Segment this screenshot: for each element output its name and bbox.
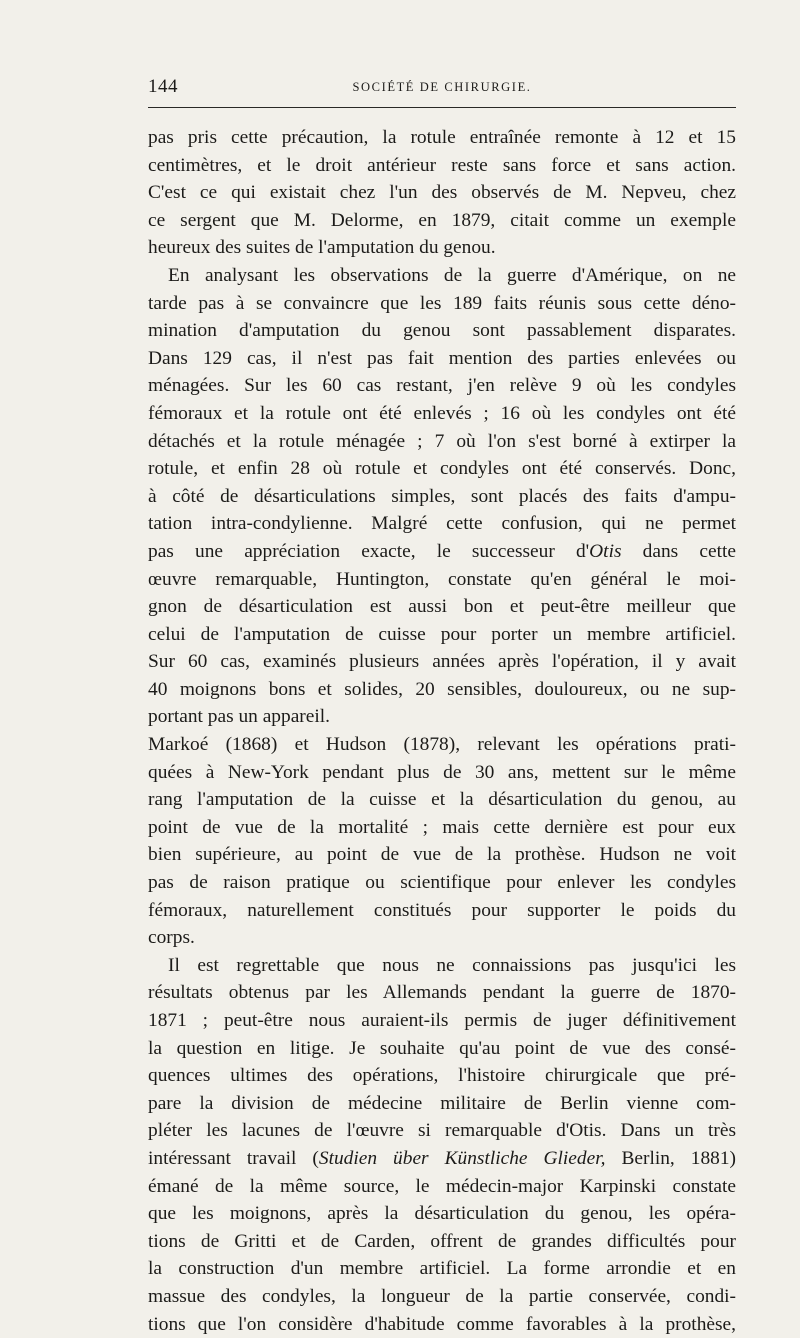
text-line: portant pas un appareil. — [148, 706, 330, 728]
running-head — [148, 76, 736, 100]
text-line: pare la division de médecine militaire de Berlin vienne com- — [148, 1092, 736, 1114]
text-line: fémoraux et la rotule ont été enlevés ; 16 où les condyles ont été — [148, 402, 736, 424]
text-line: la question en litige. Je souhaite qu'au point de vue des consé- — [148, 1037, 736, 1059]
text-line: rang l'amputation de la cuisse et la désarticulation du genou, au — [148, 789, 736, 811]
text-line: ce sergent que M. Delorme, en 1879, citait comme un exemple — [148, 209, 736, 231]
text-line: mination d'amputation du genou sont passablement disparates. — [148, 320, 736, 342]
text-line: gnon de désarticulation est aussi bon et peut-être meilleur que — [148, 596, 736, 618]
text-segment: dans cette — [621, 540, 736, 562]
italic-author-name: Otis — [589, 540, 622, 562]
header-rule — [148, 107, 736, 108]
text-line: œuvre remarquable, Huntington, constate qu'en général le moi- — [148, 568, 736, 590]
text-line: massue des condyles, la longueur de la partie conservée, condi- — [148, 1285, 736, 1307]
italic-work-title: Studien über Künstliche Glieder, — [318, 1147, 606, 1169]
text-segment: pas une appréciation exacte, le successeur d' — [148, 540, 590, 562]
running-title: SOCIÉTÉ DE CHIRURGIE. — [352, 80, 532, 94]
text-segment: Berlin, 1881) — [605, 1147, 736, 1169]
text-line: corps. — [148, 927, 195, 949]
text-line: émané de la même source, le médecin-major Karpinski constate — [148, 1175, 736, 1197]
text-line: tions que l'on considère d'habitude comme favorables à la prothèse, — [148, 1313, 736, 1335]
text-line: détachés et la rotule ménagée ; 7 où l'on s'est borné à extirper la — [148, 430, 736, 452]
paragraph-start-line: En analysant les observations de la guerre d'Amérique, on ne — [168, 264, 736, 286]
text-line: ménagées. Sur les 60 cas restant, j'en relève 9 où les condyles — [148, 375, 736, 397]
text-line: Sur 60 cas, examinés plusieurs années après l'opération, il y avait — [148, 651, 736, 673]
text-line: point de vue de la mortalité ; mais cette dernière est pour eux — [148, 816, 736, 838]
text-line: à côté de désarticulations simples, sont placés des faits d'ampu- — [148, 485, 736, 507]
text-line: 1871 ; peut-être nous auraient-ils permis de juger définitivement — [148, 1010, 736, 1031]
text-line: C'est ce qui existait chez l'un des observés de M. Nepveu, chez — [148, 182, 736, 204]
text-line: tation intra-condylienne. Malgré cette confusion, qui ne permet — [148, 513, 736, 535]
paragraph-start-line: Il est regrettable que nous ne connaissions pas jusqu'ici les — [168, 954, 736, 976]
text-line-with-italic — [148, 538, 736, 566]
text-line: la construction d'un membre artificiel. La forme arrondie et en — [148, 1258, 736, 1280]
text-line: 40 moignons bons et solides, 20 sensibles, douloureux, ou ne sup- — [148, 678, 736, 700]
text-line: Dans 129 cas, il n'est pas fait mention des parties enlevées ou — [148, 347, 736, 369]
text-line: rotule, et enfin 28 où rotule et condyles ont été conservés. Donc, — [148, 458, 736, 480]
text-line: pas de raison pratique ou scientifique pour enlever les condyles — [148, 872, 736, 894]
text-line: résultats obtenus par les Allemands pendant la guerre de 1870- — [148, 982, 736, 1004]
paragraph-start-line: Markoé (1868) et Hudson (1878), relevant les opérations prati- — [148, 734, 736, 756]
text-line: pléter les lacunes de l'œuvre si remarquable d'Otis. Dans un très — [148, 1120, 736, 1142]
text-line: tions de Gritti et de Carden, offrent de grandes difficultés pour — [148, 1230, 736, 1252]
text-line: pas pris cette précaution, la rotule entraînée remonte à 12 et 15 — [148, 127, 736, 148]
text-line: que les moignons, après la désarticulation du genou, les opéra- — [148, 1203, 736, 1225]
text-line: centimètres, et le droit antérieur reste sans force et sans action. — [148, 154, 736, 176]
text-line: celui de l'amputation de cuisse pour porter un membre artificiel. — [148, 623, 736, 645]
body-text — [148, 124, 736, 1338]
page-number: 144 — [148, 76, 178, 97]
text-line: heureux des suites de l'amputation du genou. — [148, 237, 496, 259]
text-line: quences ultimes des opérations, l'histoire chirurgicale que pré- — [148, 1065, 736, 1087]
text-line: fémoraux, naturellement constitués pour supporter le poids du — [148, 899, 736, 921]
text-line: tarde pas à se convaincre que les 189 faits réunis sous cette déno- — [148, 292, 736, 314]
text-segment: intéressant travail ( — [148, 1147, 319, 1169]
text-line: quées à New-York pendant plus de 30 ans, mettent sur le même — [148, 761, 736, 783]
text-line: bien supérieure, au point de vue de la prothèse. Hudson ne voit — [148, 844, 736, 866]
text-line-with-italic — [148, 1145, 736, 1173]
